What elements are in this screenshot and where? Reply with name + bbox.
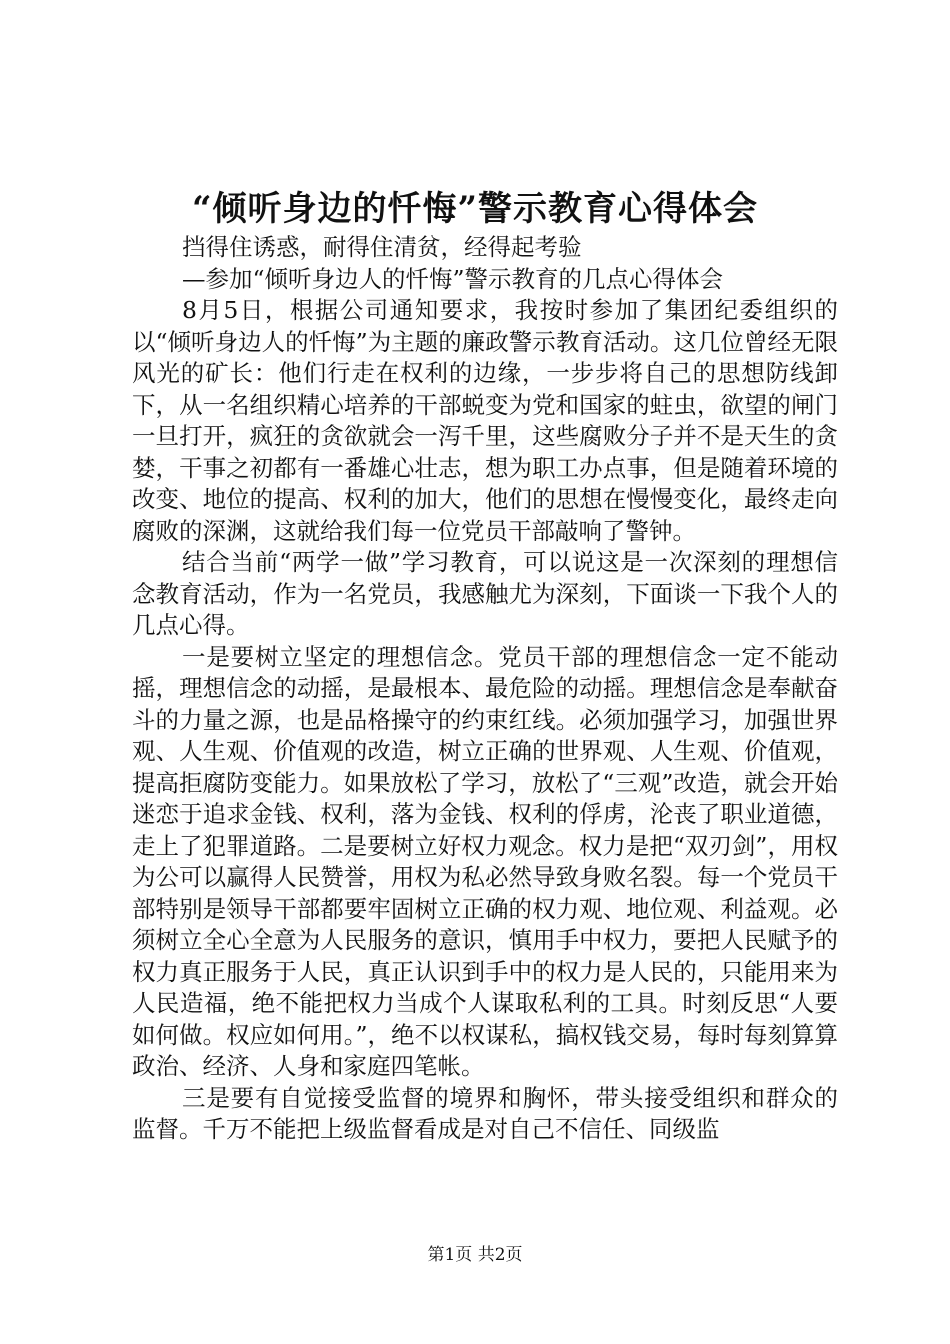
body-paragraph: 三是要有自觉接受监督的境界和胸怀，带头接受组织和群众的监督。千万不能把上级监督看成是对自己不信任、同级监 (132, 1083, 838, 1143)
document-body (132, 232, 838, 1146)
document-title: “倾听身边的忏悔”警示教育心得体会 (191, 189, 759, 229)
body-paragraph: 一是要树立坚定的理想信念。党员干部的理想信念一定不能动摇，理想信念的动摇，是最根本、最危险的动摇。理想信念是奉献奋斗的力量之源，也是品格操守的约束红线。必须加强学习，加强世界观、人生观、价值观的改造，树立正确的世界观、人生观、价值观，提高拒腐防变能力。如果放松了学习，放松了“三观”改造，就会开始迷恋于追求金钱、权利，落为金钱、权利的俘虏，沦丧了职业道德，走上了犯罪道路。二是要树立好权力观念。权力是把“双刃剑”，用权为公可以赢得人民赞誉，用权为私必然导致身败名裂。每一个党员干部特别是领导干部都要牢固树立正确的权力观、地位观、利益观。必须树立全心全意为人民服务的意识，慎用手中权力，要把人民赋予的权力真正服务于人民，真正认识到手中的权力是人民的，只能用来为人民造福，绝不能把权力当成个人谋取私利的工具。时刻反思“人要如何做。权应如何用。”，绝不以权谋私，搞权钱交易，每时每刻算算政治、经济、人身和家庭四笔帐。 (132, 642, 838, 1080)
body-paragraph: 结合当前“两学一做”学习教育，可以说这是一次深刻的理想信念教育活动，作为一名党员，我感触尤为深刻，下面谈一下我个人的几点心得。 (132, 548, 838, 639)
body-paragraph: 8月5日，根据公司通知要求，我按时参加了集团纪委组织的以“倾听身边人的忏悔”为主题的廉政警示教育活动。这几位曾经无限风光的矿长：他们行走在权利的边缘，一步步将自己的思想防线卸下，从一名组织精心培养的干部蜕变为党和国家的蛀虫，欲望的闸门一旦打开，疯狂的贪欲就会一泻千里，这些腐败分子并不是天生的贪婪，干事之初都有一番雄心壮志，想为职工办点事，但是随着环境的改变、地位的提高、权利的加大，他们的思想在慢慢变化，最终走向腐败的深渊，这就给我们每一位党员干部敲响了警钟。 (132, 296, 838, 545)
page-number-footer: 第1页 共2页 (427, 1245, 523, 1265)
subtitle-line-1: 挡得住诱惑，耐得住清贫，经得起考验 (182, 233, 582, 261)
subtitle-line-2: —参加“倾听身边人的忏悔”警示教育的几点心得体会 (182, 264, 724, 293)
